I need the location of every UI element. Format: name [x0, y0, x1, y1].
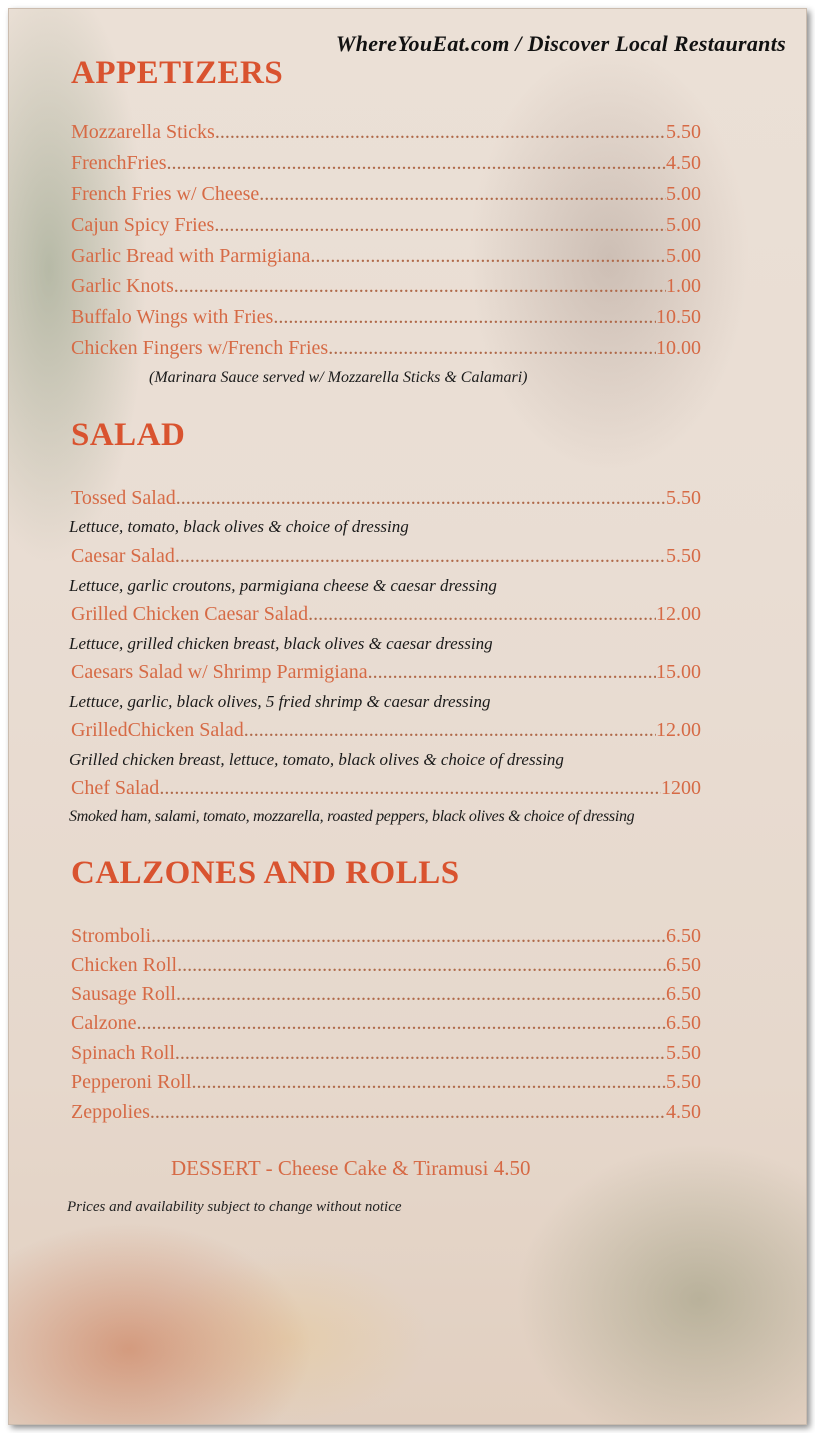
menu-item: Cajun Spicy Fries ..... 5.00 [71, 214, 701, 238]
menu-item: Calzone ..... 6.50 [71, 1012, 701, 1036]
item-description: Grilled chicken breast, lettuce, tomato, black olives & choice of dressing [69, 750, 564, 769]
menu-item: Zeppolies ..... 4.50 [71, 1101, 701, 1125]
menu-item: Chicken Roll ..... 6.50 [71, 954, 701, 978]
item-description: Lettuce, tomato, black olives & choice of dressing [69, 517, 409, 536]
item-description: Smoked ham, salami, tomato, mozzarella, roasted peppers, black olives & choice of dressing [69, 808, 635, 825]
appetizers-note: (Marinara Sauce served w/ Mozzarella Sticks & Calamari) [149, 369, 528, 386]
menu-item: FrenchFries ..... 4.50 [71, 152, 701, 176]
menu-item: Spinach Roll ..... 5.50 [71, 1042, 701, 1066]
menu-item: Chicken Fingers w/French Fries ..... 10.00 [71, 337, 701, 361]
dessert-line: DESSERT - Cheese Cake & Tiramusi 4.50 [171, 1156, 531, 1180]
menu-item: Caesars Salad w/ Shrimp Parmigiana ..... 15.00 [71, 661, 701, 685]
salad-heading: SALAD [71, 417, 186, 453]
calzones-heading: CALZONES AND ROLLS [71, 855, 460, 891]
item-description: Lettuce, grilled chicken breast, black olives & caesar dressing [69, 634, 493, 653]
menu-item: Garlic Bread with Parmigiana ..... 5.00 [71, 245, 701, 269]
menu-item: Grilled Chicken Caesar Salad ..... 12.00 [71, 603, 701, 627]
menu-item: Pepperoni Roll ..... 5.50 [71, 1071, 701, 1095]
menu-item: Caesar Salad ..... 5.50 [71, 545, 701, 569]
menu-item: Garlic Knots ..... 1.00 [71, 275, 701, 299]
menu-item: Chef Salad ..... 1200 [71, 777, 701, 801]
menu-item: Mozzarella Sticks ..... 5.50 [71, 121, 701, 145]
site-watermark: WhereYouEat.com / Discover Local Restaurants [335, 31, 786, 56]
menu-item: Buffalo Wings with Fries ..... 10.50 [71, 306, 701, 330]
menu-item: Tossed Salad ..... 5.50 [71, 487, 701, 511]
menu-item: GrilledChicken Salad ..... 12.00 [71, 719, 701, 743]
menu-item: French Fries w/ Cheese ..... 5.00 [71, 183, 701, 207]
menu-item: Sausage Roll ..... 6.50 [71, 983, 701, 1007]
item-description: Lettuce, garlic croutons, parmigiana cheese & caesar dressing [69, 576, 497, 595]
appetizers-heading: APPETIZERS [71, 55, 284, 91]
item-description: Lettuce, garlic, black olives, 5 fried shrimp & caesar dressing [69, 692, 491, 711]
menu-item: Stromboli ..... 6.50 [71, 925, 701, 949]
price-disclaimer: Prices and availability subject to change without notice [67, 1199, 402, 1215]
menu-page [8, 8, 807, 1425]
